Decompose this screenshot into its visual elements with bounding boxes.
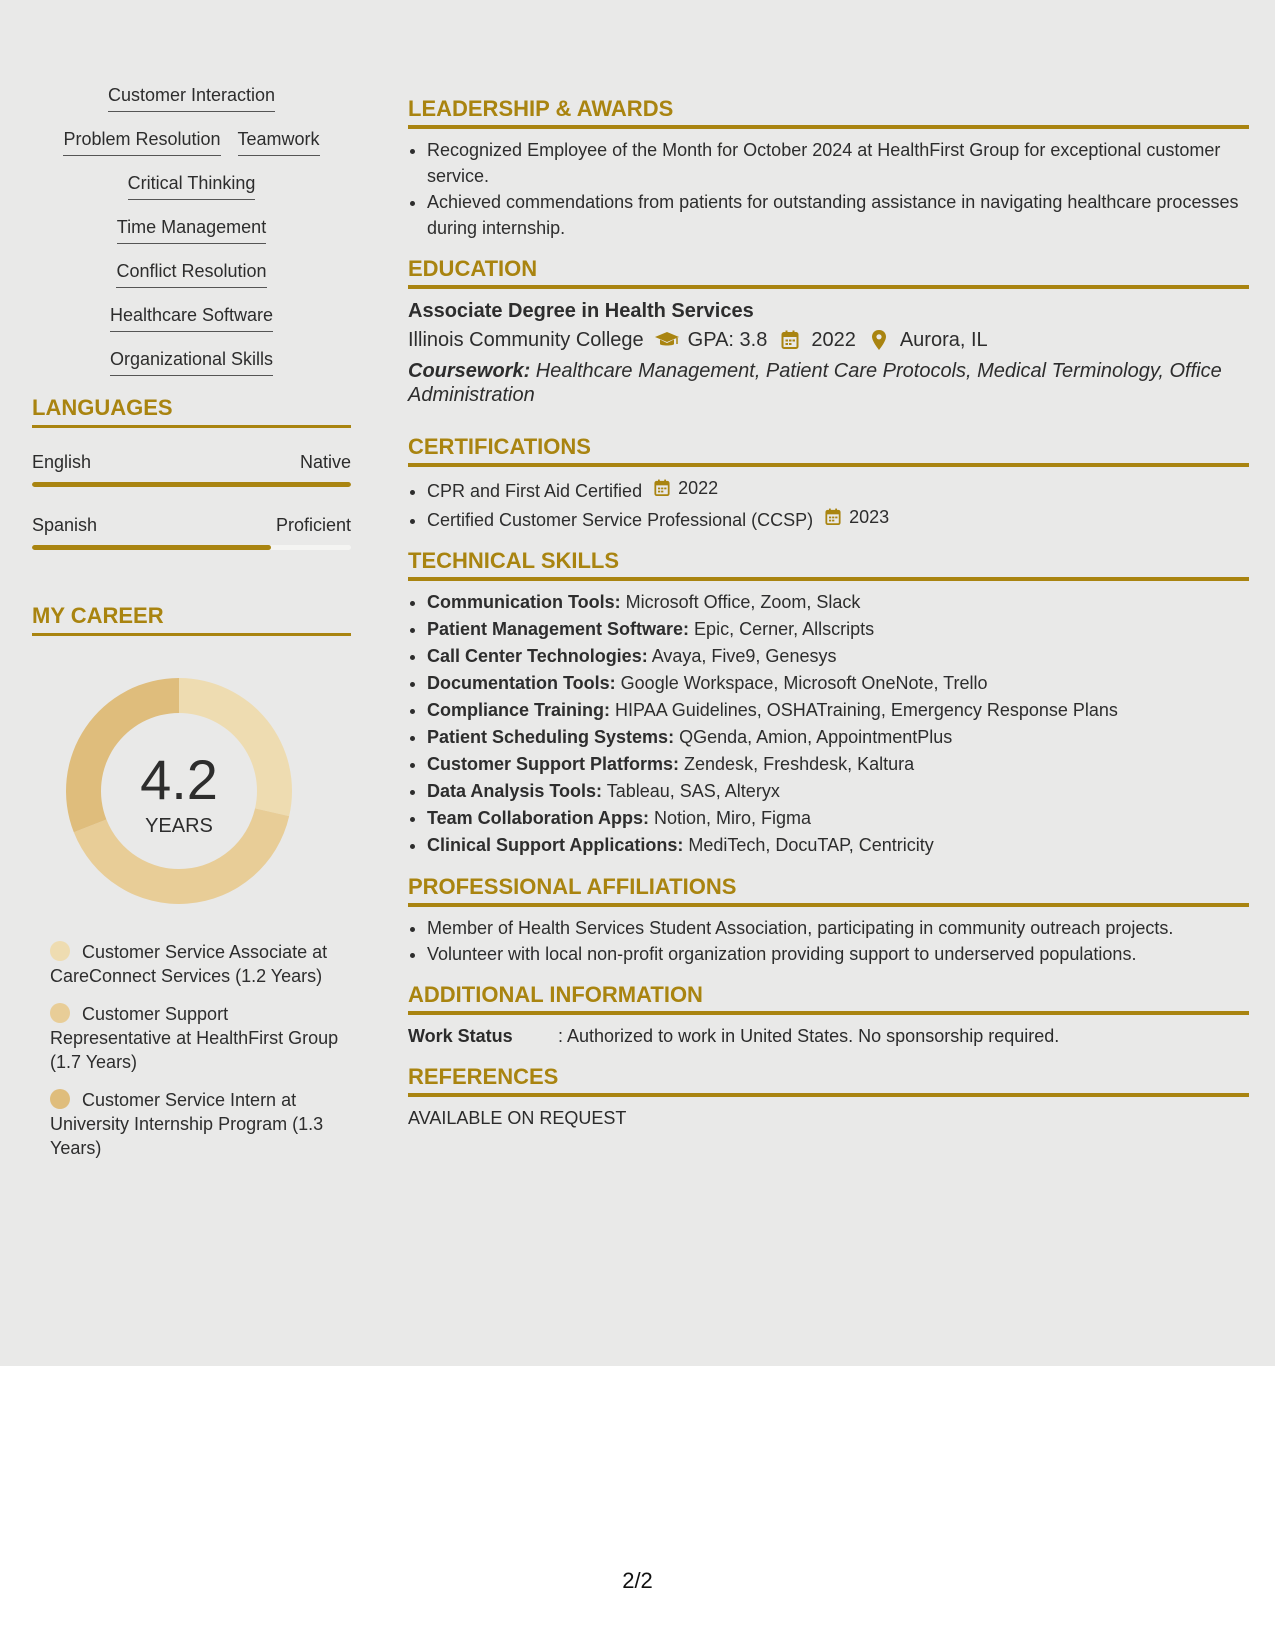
technical-skills-section	[408, 547, 1249, 859]
certification-name: CPR and First Aid Certified	[427, 481, 643, 501]
language-name: English	[32, 452, 92, 472]
donut-center	[66, 678, 292, 904]
language-row	[32, 513, 351, 537]
affiliations-heading: PROFESSIONAL AFFILIATIONS	[408, 873, 1249, 907]
skill-tag: Customer Interaction	[108, 84, 275, 112]
career-total-years: 4.2	[140, 748, 218, 811]
technical-skill-label: Communication Tools:	[427, 592, 621, 612]
technical-skill-value: Tableau, SAS, Alteryx	[602, 781, 780, 801]
technical-skill-label: Call Center Technologies:	[427, 646, 648, 666]
career-legend-item	[50, 1088, 340, 1160]
legend-swatch	[50, 1089, 70, 1109]
education-section	[408, 255, 1249, 407]
additional-info-section	[408, 981, 1249, 1049]
education-heading: EDUCATION	[408, 255, 1249, 289]
left-column	[32, 84, 351, 1174]
languages-heading: LANGUAGES	[32, 394, 351, 428]
legend-swatch	[50, 941, 70, 961]
leadership-list	[408, 137, 1249, 241]
language-level: Native	[299, 452, 351, 472]
career-legend-item	[50, 940, 340, 988]
languages-list	[32, 450, 351, 550]
technical-skill-value: Microsoft Office, Zoom, Slack	[620, 592, 861, 612]
certification-year-group	[654, 475, 718, 501]
skill-tag: Problem Resolution	[63, 128, 220, 156]
language-level: Proficient	[275, 515, 351, 535]
certification-name: Certified Customer Service Professional (CCSP)	[427, 510, 814, 530]
certification-item	[427, 504, 1249, 533]
skill-row	[32, 172, 351, 200]
skill-row	[32, 304, 351, 332]
technical-skill-value: QGenda, Amion, AppointmentPlus	[674, 727, 953, 747]
languages-section	[32, 394, 351, 550]
technical-skill-item	[427, 589, 1249, 616]
page-number: 2/2	[622, 1568, 653, 1593]
technical-skills-heading: TECHNICAL SKILLS	[408, 547, 1249, 581]
education-degree: Associate Degree in Health Services	[408, 300, 754, 322]
skill-tag: Critical Thinking	[128, 172, 256, 200]
skill-row	[32, 348, 351, 376]
career-legend-label: Customer Service Associate at CareConnect Services (1.2 Years)	[50, 942, 328, 986]
additional-info-heading: ADDITIONAL INFORMATION	[408, 981, 1249, 1015]
right-column	[408, 95, 1249, 1145]
career-heading: MY CAREER	[32, 602, 351, 636]
technical-skill-label: Team Collaboration Apps:	[427, 808, 650, 828]
technical-skill-item	[427, 616, 1249, 643]
location-pin-icon	[866, 329, 892, 351]
technical-skill-label: Clinical Support Applications:	[427, 835, 684, 855]
technical-skill-item	[427, 832, 1249, 859]
affiliations-list	[408, 915, 1249, 967]
certifications-section	[408, 433, 1249, 533]
work-status-value: : Authorized to work in United States. No sponsorship required.	[558, 1026, 1060, 1046]
list-item: • Recognized Employee of the Month for October 2024 at HealthFirst Group for exceptional customer service.	[427, 137, 1249, 189]
coursework-text: Healthcare Management, Patient Care Protocols, Medical Terminology, Office Administration	[408, 360, 1222, 406]
technical-skill-value: HIPAA Guidelines, OSHATraining, Emergency Response Plans	[610, 700, 1118, 720]
career-legend	[50, 940, 340, 1160]
language-level-fill	[32, 545, 271, 550]
career-section	[32, 602, 351, 1160]
certification-year: 2022	[678, 478, 719, 498]
technical-skill-label: Patient Scheduling Systems:	[427, 727, 675, 747]
references-heading: REFERENCES	[408, 1063, 1249, 1097]
skill-row	[32, 216, 351, 244]
technical-skill-item	[427, 724, 1249, 751]
technical-skill-value: Google Workspace, Microsoft OneNote, Trello	[615, 673, 988, 693]
language-row	[32, 450, 351, 474]
education-location: Aurora, IL	[899, 329, 988, 351]
certification-year: 2023	[849, 507, 890, 527]
skill-row	[32, 84, 351, 112]
technical-skill-value: Zendesk, Freshdesk, Kaltura	[679, 754, 915, 774]
technical-skill-value: Avaya, Five9, Genesys	[647, 646, 837, 666]
technical-skill-value: MediTech, DocuTAP, Centricity	[683, 835, 934, 855]
technical-skill-item	[427, 643, 1249, 670]
skills-list	[32, 84, 351, 376]
career-total-unit: YEARS	[145, 815, 213, 837]
certification-year-group	[825, 504, 889, 530]
technical-skill-item	[427, 751, 1249, 778]
skill-tag: Teamwork	[238, 128, 320, 156]
education-year: 2022	[811, 329, 856, 351]
technical-skill-item	[427, 805, 1249, 832]
certifications-list	[408, 475, 1249, 533]
career-legend-label: Customer Support Representative at HealthFirst Group (1.7 Years)	[50, 1004, 339, 1072]
certification-item	[427, 475, 1249, 504]
references-section	[408, 1063, 1249, 1131]
skill-tag: Organizational Skills	[110, 348, 273, 376]
technical-skill-item	[427, 697, 1249, 724]
list-item: • Volunteer with local non-profit organization providing support to underserved populations.	[427, 941, 1249, 967]
technical-skill-item	[427, 778, 1249, 805]
certifications-heading: CERTIFICATIONS	[408, 433, 1249, 467]
career-donut-chart	[66, 678, 292, 904]
list-item: • Achieved commendations from patients for outstanding assistance in navigating healthcare processes during internship.	[427, 189, 1249, 241]
education-school: Illinois Community College	[408, 329, 644, 351]
references-text: AVAILABLE ON REQUEST	[408, 1108, 627, 1128]
skill-row	[32, 128, 351, 156]
technical-skill-label: Documentation Tools:	[427, 673, 616, 693]
technical-skill-label: Patient Management Software:	[427, 619, 690, 639]
technical-skill-label: Compliance Training:	[427, 700, 611, 720]
leadership-section	[408, 95, 1249, 241]
language-level-bar	[32, 545, 351, 550]
calendar-icon	[654, 479, 674, 497]
education-gpa: GPA: 3.8	[687, 329, 768, 351]
skill-tag: Time Management	[117, 216, 266, 244]
language-level-bar	[32, 482, 351, 487]
coursework-label: Coursework:	[408, 360, 531, 382]
calendar-icon	[825, 508, 845, 526]
skill-tag: Healthcare Software	[110, 304, 273, 332]
technical-skill-item	[427, 670, 1249, 697]
skill-tag: Conflict Resolution	[116, 260, 266, 288]
calendar-icon	[777, 329, 803, 351]
affiliations-section	[408, 873, 1249, 967]
technical-skill-value: Epic, Cerner, Allscripts	[689, 619, 875, 639]
education-details	[408, 325, 1249, 355]
career-legend-label: Customer Service Intern at University Internship Program (1.3 Years)	[50, 1090, 324, 1158]
graduation-cap-icon	[654, 329, 680, 351]
work-status-label: Work Status	[408, 1026, 513, 1046]
technical-skill-value: Notion, Miro, Figma	[649, 808, 812, 828]
language-level-fill	[32, 482, 351, 487]
career-legend-item	[50, 1002, 340, 1074]
skill-row	[32, 260, 351, 288]
technical-skill-label: Data Analysis Tools:	[427, 781, 603, 801]
work-status-row	[408, 1023, 1249, 1049]
legend-swatch	[50, 1003, 70, 1023]
language-name: Spanish	[32, 515, 98, 535]
leadership-heading: LEADERSHIP & AWARDS	[408, 95, 1249, 129]
technical-skill-label: Customer Support Platforms:	[427, 754, 680, 774]
technical-skills-list	[408, 589, 1249, 859]
list-item: • Member of Health Services Student Association, participating in community outreach projects.	[427, 915, 1249, 941]
education-coursework	[408, 359, 1249, 407]
